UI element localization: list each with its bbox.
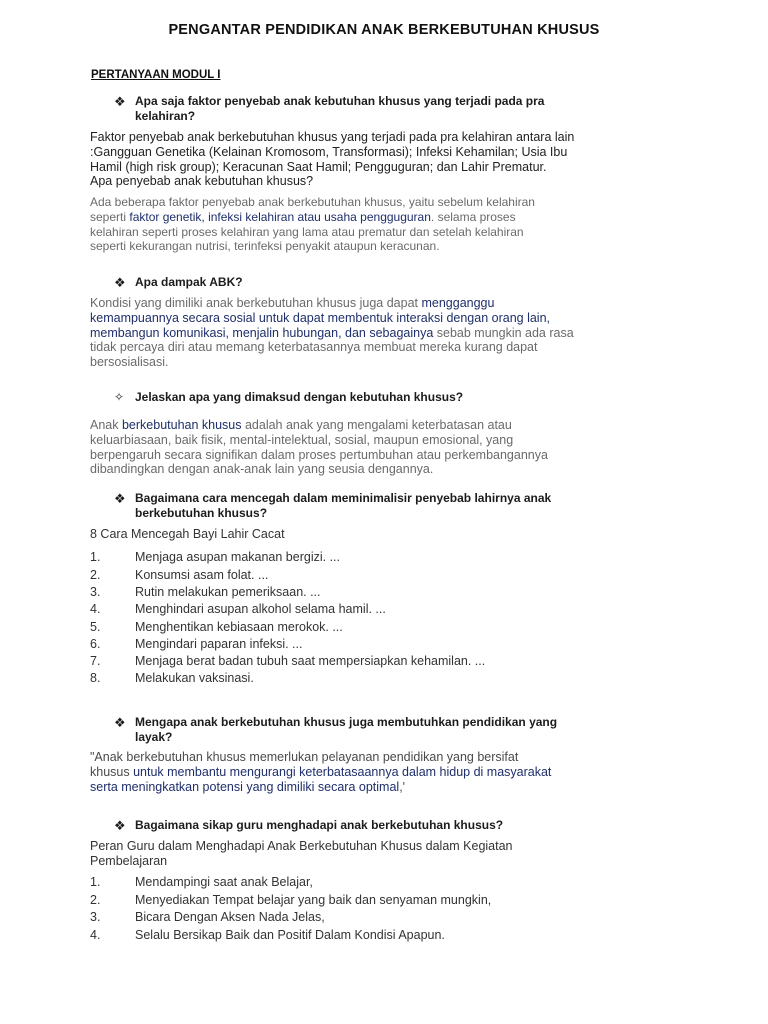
list-item: Selalu Bersikap Baik dan Positif Dalam Kondisi Apapun. xyxy=(135,928,445,942)
list-number: 4. xyxy=(90,602,101,616)
diamond-bullet-icon: ❖ xyxy=(114,94,126,109)
answer-5 xyxy=(90,750,690,794)
question-text-line: Mengapa anak berkebutuhan khusus juga membutuhkan pendidikan yang xyxy=(135,715,558,729)
list-number: 4. xyxy=(90,928,101,942)
answer-line: Pembelajaran xyxy=(90,853,168,868)
answer-line: tidak percaya diri atau memang keterbatasannya membuat mereka kurang dapat xyxy=(90,340,538,355)
diamond-bullet-icon: ❖ xyxy=(114,275,126,290)
highlighted-text: berkebutuhan khusus xyxy=(121,418,242,432)
answer-line: "Anak berkebutuhan khusus memerlukan pelayanan pendidikan yang bersifat xyxy=(90,750,519,764)
list-item: Konsumsi asam folat. ... xyxy=(135,568,269,582)
question-text-line: Bagaimana sikap guru menghadapi anak berkebutuhan khusus? xyxy=(135,818,504,832)
question-text-line: berkebutuhan khusus? xyxy=(135,506,268,520)
list-number: 8. xyxy=(90,671,101,685)
list-item: Mengindari paparan infeksi. ... xyxy=(135,637,303,651)
question-text-line: Bagaimana cara mencegah dalam meminimalisir penyebab lahirnya anak xyxy=(135,491,552,505)
answer-1-extra xyxy=(90,195,690,254)
module-heading: PERTANYAAN MODUL I xyxy=(91,69,221,81)
answer-line: seperti faktor genetik, infeksi kelahiran atau usaha pengguguran. selama proses xyxy=(90,209,516,224)
answer-2 xyxy=(90,296,690,370)
list-number: 5. xyxy=(90,620,101,634)
list-number: 1. xyxy=(90,875,101,889)
answer-line: seperti kekurangan nutrisi, terinfeksi penyakit ataupun keracunan. xyxy=(90,239,440,254)
list-item: Menghindari asupan alkohol selama hamil. ... xyxy=(135,602,386,616)
highlighted-text: serta meningkatkan potensi yang dimiliki secara optimal xyxy=(90,779,400,794)
answer-line: khusus untuk membantu mengurangi keterbatasaannya dalam hidup di masyarakat xyxy=(90,764,552,779)
answer-line: Kondisi yang dimiliki anak berkebutuhan khusus juga dapat mengganggu xyxy=(90,296,495,310)
answer-line: Hamil (high risk group); Keracunan Saat Hamil; Pengguguran; dan Lahir Prematur. xyxy=(90,159,547,174)
answer-6-lead xyxy=(90,839,690,869)
diamond-bullet-icon: ❖ xyxy=(114,818,126,833)
answer-line: kelahiran seperti proses kelahiran yang lama atau prematur dan setelah kelahiran xyxy=(90,224,524,239)
list-item: Menyediakan Tempat belajar yang baik dan senyaman mungkin, xyxy=(135,893,492,907)
question-4 xyxy=(114,491,678,521)
list-number: 2. xyxy=(90,568,101,582)
answer-line: Peran Guru dalam Menghadapi Anak Berkebutuhan Khusus dalam Kegiatan xyxy=(90,839,513,853)
answer-line: membangun komunikasi, menjalin hubungan, dan sebagainya sebab mungkin ada rasa xyxy=(90,325,574,340)
answer-line: Ada beberapa faktor penyebab anak berkebutuhan khusus, yaitu sebelum kelahiran xyxy=(90,195,535,209)
answer-line: Anak berkebutuhan khusus adalah anak yang mengalami keterbatasan atau xyxy=(90,418,512,432)
list-number: 1. xyxy=(90,550,101,564)
question-text-line: kelahiran? xyxy=(135,109,196,123)
list-item: Menjaga berat badan tubuh saat mempersiapkan kehamilan. ... xyxy=(135,654,486,668)
answer-line: serta meningkatkan potensi yang dimiliki secara optimal,' xyxy=(90,779,406,794)
answer-3 xyxy=(90,418,690,477)
list-number: 7. xyxy=(90,654,101,668)
question-5 xyxy=(114,715,678,745)
list-item: Menghentikan kebiasaan merokok. ... xyxy=(135,620,343,634)
answer-line: :Gangguan Genetika (Kelainan Kromosom, Transformasi); Infeksi Kehamilan; Usia Ibu xyxy=(90,144,568,159)
list-item: Bicara Dengan Aksen Nada Jelas, xyxy=(135,910,325,924)
list-item: Melakukan vaksinasi. xyxy=(135,671,254,685)
answer-line: keluarbiasaan, baik fisik, mental-intelektual, sosial, maupun emosional, yang xyxy=(90,432,514,447)
answer-line: kemampuannya secara sosial untuk dapat membentuk interaksi dengan orang lain, xyxy=(90,310,550,325)
diamond-bullet-icon: ❖ xyxy=(114,715,126,730)
answer-line: Faktor penyebab anak berkebutuhan khusus yang terjadi pada pra kelahiran antara lain xyxy=(90,130,575,144)
document-title: PENGANTAR PENDIDIKAN ANAK BERKEBUTUHAN KHUSUS xyxy=(168,22,600,38)
list-number: 3. xyxy=(90,910,101,924)
question-text-line: Jelaskan apa yang dimaksud dengan kebutuhan khusus? xyxy=(135,390,464,404)
answer-line: dibandingkan dengan anak-anak lain yang seusia dengannya. xyxy=(90,462,434,477)
question-3 xyxy=(114,390,678,405)
question-text-line: Apa saja faktor penyebab anak kebutuhan khusus yang terjadi pada pra xyxy=(135,94,545,108)
list-number: 3. xyxy=(90,585,101,599)
list-lead: 8 Cara Mencegah Bayi Lahir Cacat xyxy=(90,527,285,541)
diamond-bullet-icon: ❖ xyxy=(114,491,126,506)
highlighted-text: faktor genetik, infeksi kelahiran atau usaha pengguguran xyxy=(129,209,431,224)
answer-line: berpengaruh secara signifikan dalam proses pertumbuhan atau perkembangannya xyxy=(90,447,548,462)
answer-line: Apa penyebab anak kebutuhan khusus? xyxy=(90,174,314,189)
list-item: Rutin melakukan pemeriksaan. ... xyxy=(135,585,321,599)
question-text-line: Apa dampak ABK? xyxy=(135,275,243,289)
question-text-line: layak? xyxy=(135,730,173,744)
question-6 xyxy=(114,818,678,833)
answer-line: bersosialisasi. xyxy=(90,355,169,370)
list-item: Menjaga asupan makanan bergizi. ... xyxy=(135,550,340,564)
list-number: 6. xyxy=(90,637,101,651)
question-2 xyxy=(114,275,678,290)
question-1 xyxy=(114,94,678,124)
diamond-outline-bullet-icon: ✧ xyxy=(114,390,125,404)
highlighted-text: membangun komunikasi, menjalin hubungan, dan sebagainya xyxy=(90,325,434,340)
answer-1 xyxy=(90,130,690,189)
list-number: 2. xyxy=(90,893,101,907)
highlighted-text: untuk membantu mengurangi keterbatasaannya dalam hidup di masyarakat xyxy=(133,764,552,779)
highlighted-text: mengganggu xyxy=(421,296,495,310)
list-item: Mendampingi saat anak Belajar, xyxy=(135,875,313,889)
